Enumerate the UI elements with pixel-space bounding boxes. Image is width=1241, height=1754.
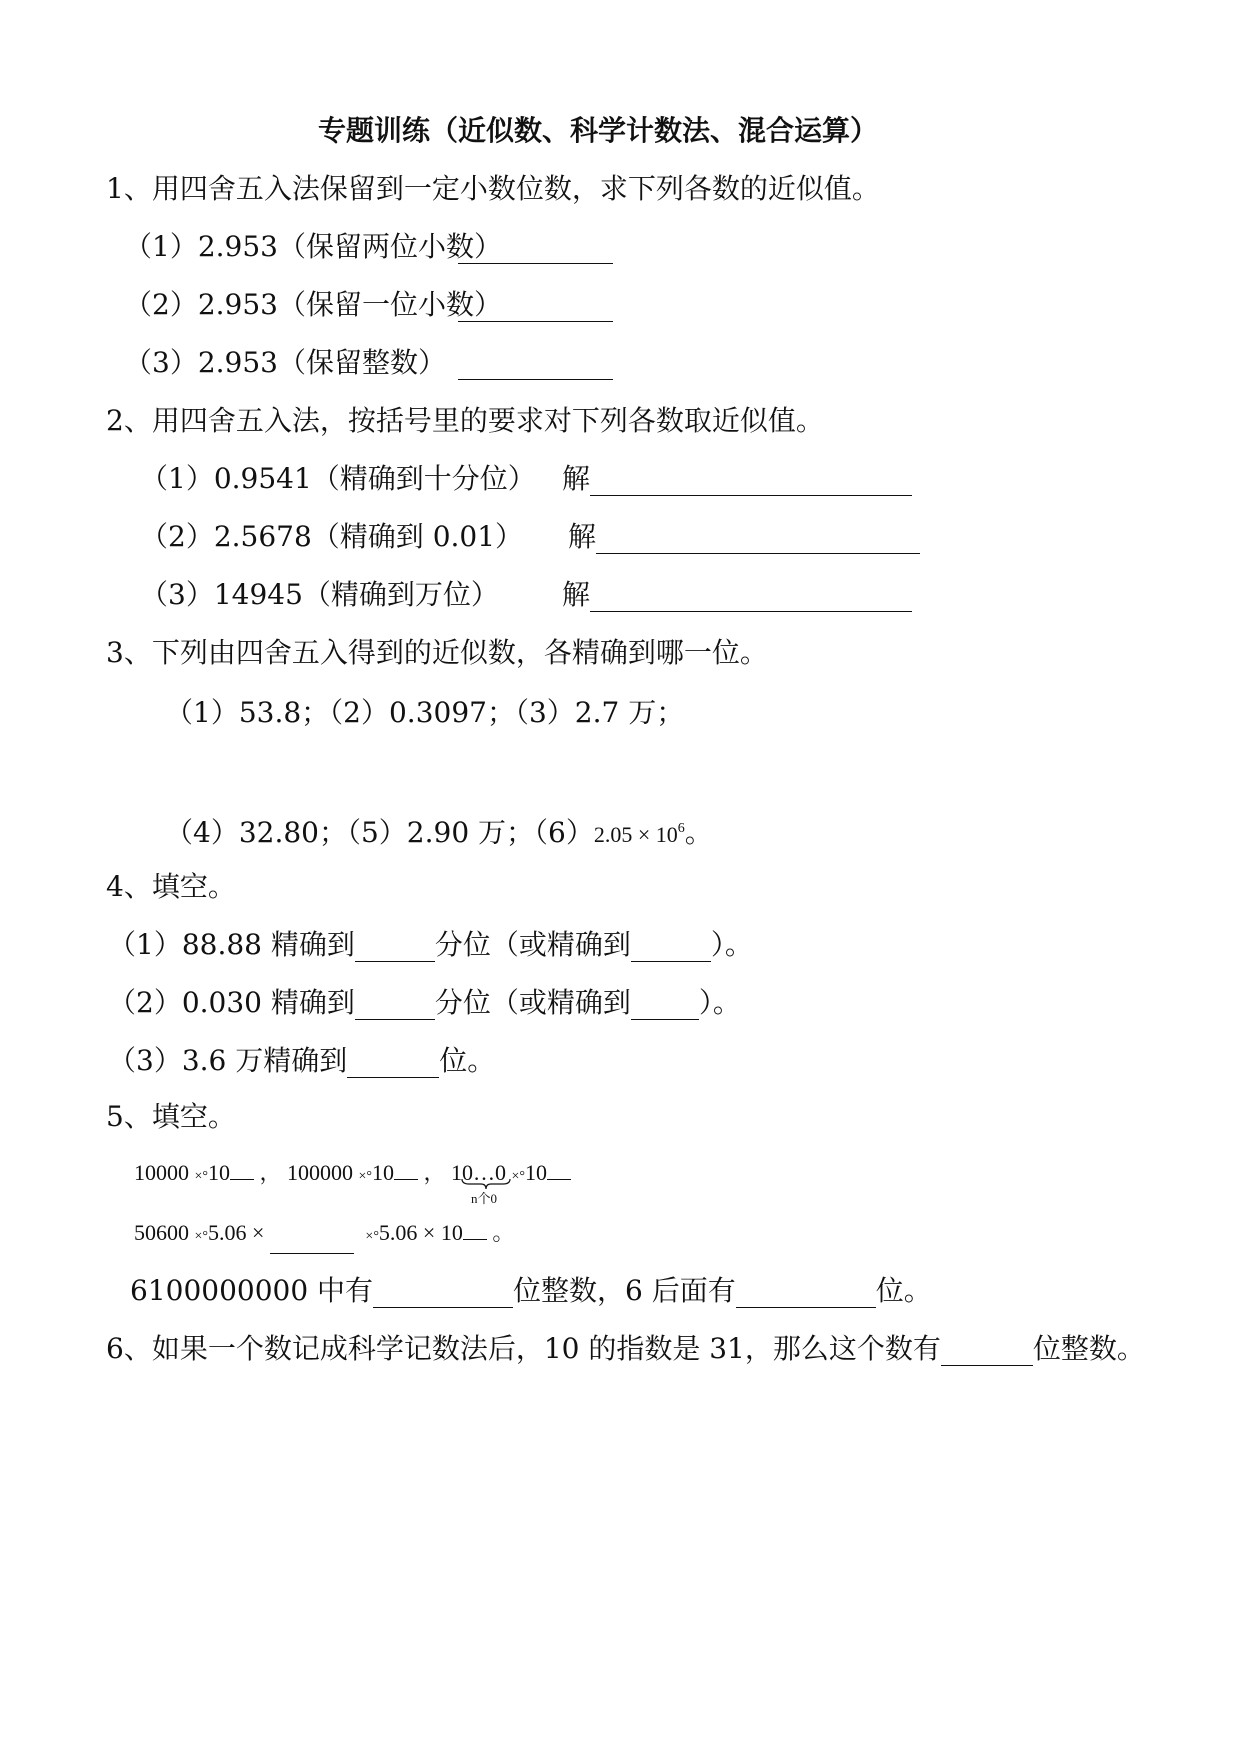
q5-m3-num: 10…0 [451,1160,507,1185]
q4-item-1-text-a: （1）88.88 精确到 [108,928,355,961]
q5-r3-text-c: 位。 [875,1274,932,1307]
q3-line-2 [165,812,713,852]
q2-item-1-answer[interactable] [562,462,912,496]
q5-r2-blank-1[interactable] [270,1229,354,1254]
answer-label: 解 [562,462,591,495]
q2-item-2: （2）2.5678（精确到 0.01） [140,520,524,553]
q4-item-2 [108,986,741,1020]
q1-item-3-text: （3）2.953（保留整数） [124,346,446,379]
q5-r2-end: 。 [492,1220,515,1245]
q2-stem: 2、用四舍五入法，按括号里的要求对下列各数取近似值。 [106,404,824,437]
q1-stem: 1、用四舍五入法保留到一定小数位数，求下列各数的近似值。 [106,172,880,205]
q5-stem: 5、填空。 [106,1100,236,1133]
times-symbol: ×° [194,1229,208,1244]
q6-text-a: 6、如果一个数记成科学记数法后，10 的指数是 31，那么这个数有 [106,1332,941,1365]
q5-m1-sep: ， [259,1160,282,1185]
q4-item-1-blank-1[interactable] [355,931,435,962]
q5-math-row-2 [134,1216,514,1254]
q1-item-1-answer[interactable] [458,230,613,264]
q2-item-3: （3）14945（精确到万位） [140,578,499,611]
q4-item-3 [108,1044,495,1078]
q4-item-1-text-c: ）。 [710,928,753,961]
q5-r2-sci: 5.06 × 10 [378,1220,463,1245]
q5-r2-blank-2[interactable] [463,1219,487,1240]
q5-r3-blank-1[interactable] [373,1277,513,1308]
q6-text-b: 位整数。 [1032,1332,1145,1365]
q5-r2-num: 50600 [134,1220,189,1245]
q5-r3-blank-2[interactable] [736,1277,876,1308]
q4-item-2-blank-1[interactable] [355,989,435,1020]
q4-item-3-text-a: （3）3.6 万精确到 [108,1044,348,1077]
q5-m2-base: 10 [372,1160,395,1185]
q1-item-1 [124,230,502,264]
q4-item-1 [108,928,753,962]
q5-m1-num: 10000 [134,1160,189,1185]
q4-item-2-blank-2[interactable] [631,989,699,1020]
q3-sci-exponent: 6 [677,821,685,836]
q6-blank[interactable] [941,1335,1033,1366]
answer-label: 解 [568,520,597,553]
times-symbol: ×° [358,1169,373,1184]
q4-item-1-blank-2[interactable] [631,931,711,962]
q5-m3-blank[interactable] [547,1159,571,1180]
q5-r3-text-b: 位整数，6 后面有 [513,1274,736,1307]
q1-item-3 [124,346,446,380]
q5-r2-coef: 5.06 × [208,1220,265,1245]
q5-m3-base: 10 [525,1160,548,1185]
q1-item-2 [124,288,502,322]
q4-item-2-text-a: （2）0.030 精确到 [108,986,355,1019]
q3-line-2-end: 。 [684,816,713,849]
q5-m1-blank[interactable] [230,1159,254,1180]
answer-label: 解 [562,578,591,611]
q5-m2-blank[interactable] [394,1159,418,1180]
q2-item-3-answer[interactable] [562,578,912,612]
times-symbol: ×° [194,1169,208,1184]
times-symbol: ×° [365,1229,379,1244]
q4-item-3-text-b: 位。 [439,1044,496,1077]
q5-m1-base: 10 [208,1160,230,1185]
q1-item-2-text: （2）2.953（保留一位小数） [124,288,502,321]
q4-item-2-text-b: 分位（或精确到 [434,986,631,1019]
q3-stem: 3、下列由四舍五入得到的近似数，各精确到哪一位。 [106,636,768,669]
q3-line-2-text: （4）32.80；（5）2.90 万；（6） [165,816,594,849]
q6-line [106,1332,1145,1366]
q1-item-3-answer[interactable] [458,346,613,380]
q4-item-1-text-b: 分位（或精确到 [434,928,631,961]
q4-stem: 4、填空。 [106,870,236,903]
q2-item-2-answer[interactable] [568,520,920,554]
times-symbol: ×° [511,1169,526,1184]
q5-r3-text-a: 6100000000 中有 [130,1274,374,1307]
q5-m2-num: 100000 [287,1160,354,1185]
q5-underbrace-label: n个0 [471,1191,498,1206]
q1-item-1-text: （1）2.953（保留两位小数） [124,230,502,263]
q2-item-1: （1）0.9541（精确到十分位） [140,462,536,495]
q5-m2-sep: ， [423,1160,446,1185]
q3-sci-notation: 2.05 × 10 [593,822,678,847]
q4-item-2-text-c: ）。 [698,986,741,1019]
q3-line-1: （1）53.8；（2）0.3097；（3）2.7 万； [165,696,685,729]
q4-item-3-blank-1[interactable] [347,1047,439,1078]
page-title: 专题训练（近似数、科学计数法、混合运算） [318,114,879,147]
q5-row-3 [130,1274,932,1308]
q1-item-2-answer[interactable] [458,288,613,322]
